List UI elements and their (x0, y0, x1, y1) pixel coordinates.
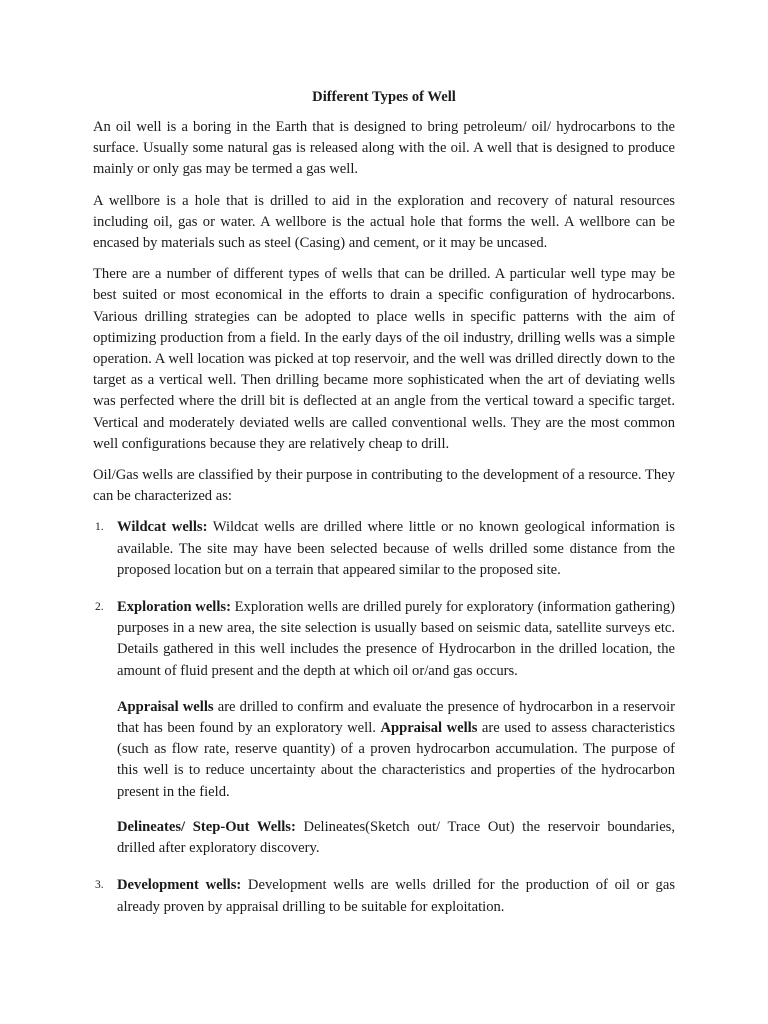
list-item-text (117, 597, 675, 682)
appraisal-description-1: are drilled to confirm and evaluate the presence of hydrocarbon in a reservoir that has been found by an exploratory well. (117, 698, 675, 737)
document-content (93, 87, 675, 934)
list-item-text (117, 875, 675, 917)
wildcat-description: Wildcat wells are drilled where little or no known geological information is available. The site may have been selected because of wells drilled some distance from the proposed location but on a terrain that appeared similar to the proposed site. (117, 519, 675, 578)
term-appraisal-wells: Appraisal wells (117, 698, 214, 715)
appraisal-wells-paragraph (117, 697, 675, 803)
paragraph-well-types: There are a number of different types of wells that can be drilled. A particular well type may be best suited or most economical in the efforts to drain a specific configuration of hydrocarbons. Various drilling strategies can be adopted to place wells in specific patterns with the aim of optimizing production from a field. In the early days of the oil industry, drilling wells was a simple operation. A well location was picked at top reservoir, and the well was drilled directly down to the target as a vertical well. Then drilling became more sophisticated when the art of deviating wells was perfected where the drill bit is deflected at an angle from the vertical toward a specific target. Vertical and moderately deviated wells are called conventional wells. They are the most common well configurations because they are relatively cheap to drill. (93, 266, 675, 452)
term-development-wells: Development wells: (117, 877, 242, 894)
development-description: Development wells are wells drilled for the production of oil or gas already proven by appraisal drilling to be suitable for exploitation. (117, 877, 675, 915)
list-number: 3. (95, 879, 104, 892)
list-item-exploration-wells (93, 597, 675, 859)
list-item-text (117, 517, 675, 581)
paragraph-wellbore: A wellbore is a hole that is drilled to aid in the exploration and recovery of natural resources including oil, gas or water. A wellbore is the actual hole that forms the well. A wellbore can be encased by materials such as steel (Casing) and cement, or it may be uncased. (93, 192, 675, 252)
delineates-paragraph (117, 817, 675, 859)
exploration-description: Exploration wells are drilled purely for exploratory (information gathering) purposes in a new area, the site selection is usually based on seismic data, satellite surveys etc. Details gathered in this well includes the presence of Hydrocarbon in the drilled location, the amount of fluid present and the depth at which oil or/and gas occurs. (117, 599, 675, 679)
exploration-subsections (117, 697, 675, 859)
paragraph-oil-well: An oil well is a boring in the Earth that is designed to bring petroleum/ oil/ hydrocarbons to the surface. Usually some natural gas is released along with the oil. A well that is designed to produce mainly or only gas may be termed a gas well. (93, 119, 675, 178)
list-number: 2. (95, 601, 104, 614)
list-item-wildcat-wells (93, 517, 675, 581)
delineates-description: Delineates(Sketch out/ Trace Out) the reservoir boundaries, drilled after exploratory discovery. (117, 818, 676, 857)
list-item-development-wells (93, 875, 675, 917)
term-appraisal-wells-2: Appraisal wells (380, 720, 478, 737)
term-wildcat-wells: Wildcat wells: (117, 519, 208, 536)
paragraph-classification: Oil/Gas wells are classified by their purpose in contributing to the development of a resource. They can be characterized as: (93, 467, 675, 505)
term-exploration-wells: Exploration wells: (117, 599, 231, 616)
list-number: 1. (95, 521, 104, 534)
document-title: Different Types of Well (312, 89, 456, 105)
appraisal-description-2: are used to assess characteristics (such as flow rate, reserve quantity) of a proven hydrocarbon accumulation. The purpose of this well is to reduce uncertainty about the characteristics and properties of the hydrocarbon present in the field. (117, 720, 675, 800)
term-delineates: Delineates/ Step-Out Wells: (117, 818, 296, 835)
well-types-list (93, 517, 675, 917)
